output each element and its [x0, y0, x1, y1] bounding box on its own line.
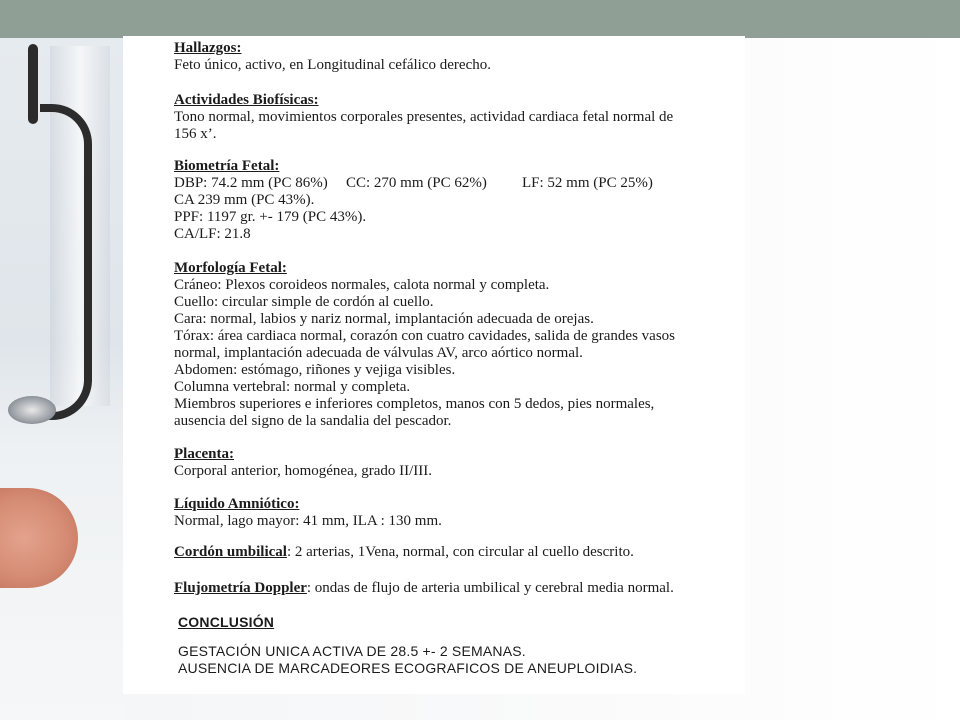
report-line: Tono normal, movimientos corporales presentes, actividad cardiaca fetal normal de	[174, 109, 674, 125]
report-line: 156 x’.	[174, 126, 217, 142]
flujometria-text: : ondas de flujo de arteria umbilical y cerebral media normal.	[306, 580, 674, 596]
section-conclusion	[178, 614, 738, 677]
heading-biometria: Biometría Fetal:	[174, 158, 280, 174]
cordon-line	[174, 544, 734, 561]
report-line: normal, implantación adecuada de válvulas AV, arco aórtico normal.	[174, 345, 583, 361]
heading-liquido: Líquido Amniótico:	[174, 496, 300, 512]
heading-morfologia: Morfología Fetal:	[174, 260, 287, 276]
section-actividades	[174, 92, 734, 143]
report-line: ausencia del signo de la sandalia del pescador.	[174, 413, 452, 429]
heading-hallazgos: Hallazgos:	[174, 40, 242, 56]
report-line: CA/LF: 21.8	[174, 226, 251, 242]
heading-conclusion: CONCLUSIÓN	[178, 614, 275, 630]
biometria-cc: CC: 270 mm (PC 62%)	[346, 175, 487, 191]
report-line: Cuello: circular simple de cordón al cuello.	[174, 294, 434, 310]
heading-flujometria: Flujometría Doppler	[174, 580, 307, 596]
section-hallazgos	[174, 40, 734, 74]
section-biometria	[174, 158, 734, 243]
report-line: Cráneo: Plexos coroideos normales, calota normal y completa.	[174, 277, 550, 293]
section-placenta	[174, 446, 734, 480]
report-line: AUSENCIA DE MARCADEORES ECOGRAFICOS DE ANEUPLOIDIAS.	[178, 660, 638, 676]
stethoscope-bell-icon	[8, 396, 56, 424]
slide-top-band	[0, 0, 960, 38]
ultrasound-report-document	[123, 36, 745, 694]
heading-cordon: Cordón umbilical	[174, 544, 287, 560]
report-line: Feto único, activo, en Longitudinal cefálico derecho.	[174, 57, 491, 73]
section-flujometria	[174, 580, 734, 597]
report-line: Columna vertebral: normal y completa.	[174, 379, 411, 395]
section-cordon	[174, 544, 734, 561]
report-line: Cara: normal, labios y nariz normal, implantación adecuada de orejas.	[174, 311, 594, 327]
report-line: GESTACIÓN UNICA ACTIVA DE 28.5 +- 2 SEMANAS.	[178, 643, 526, 659]
report-line: Miembros superiores e inferiores completos, manos con 5 dedos, pies normales,	[174, 396, 655, 412]
report-line: Normal, lago mayor: 41 mm, ILA : 130 mm.	[174, 513, 442, 529]
section-liquido	[174, 496, 734, 530]
biometria-lf: LF: 52 mm (PC 25%)	[522, 175, 653, 191]
report-line: CA 239 mm (PC 43%).	[174, 192, 315, 208]
report-line: Tórax: área cardiaca normal, corazón con cuatro cavidades, salida de grandes vasos	[174, 328, 676, 344]
stethoscope-loop-icon	[40, 104, 92, 420]
report-line: Abdomen: estómago, riñones y vejiga visibles.	[174, 362, 456, 378]
report-line: PPF: 1197 gr. +- 179 (PC 43%).	[174, 209, 367, 225]
cordon-text: : 2 arterias, 1Vena, normal, con circular al cuello descrito.	[286, 544, 634, 560]
report-line: Corporal anterior, homogénea, grado II/III.	[174, 463, 433, 479]
heading-actividades: Actividades Biofísicas:	[174, 92, 319, 108]
flujometria-line	[174, 580, 734, 597]
heading-placenta: Placenta:	[174, 446, 234, 462]
biometria-row	[174, 175, 734, 192]
biometria-dbp: DBP: 74.2 mm (PC 86%)	[174, 175, 328, 191]
stethoscope-tube-icon	[28, 44, 38, 124]
section-morfologia	[174, 260, 734, 430]
